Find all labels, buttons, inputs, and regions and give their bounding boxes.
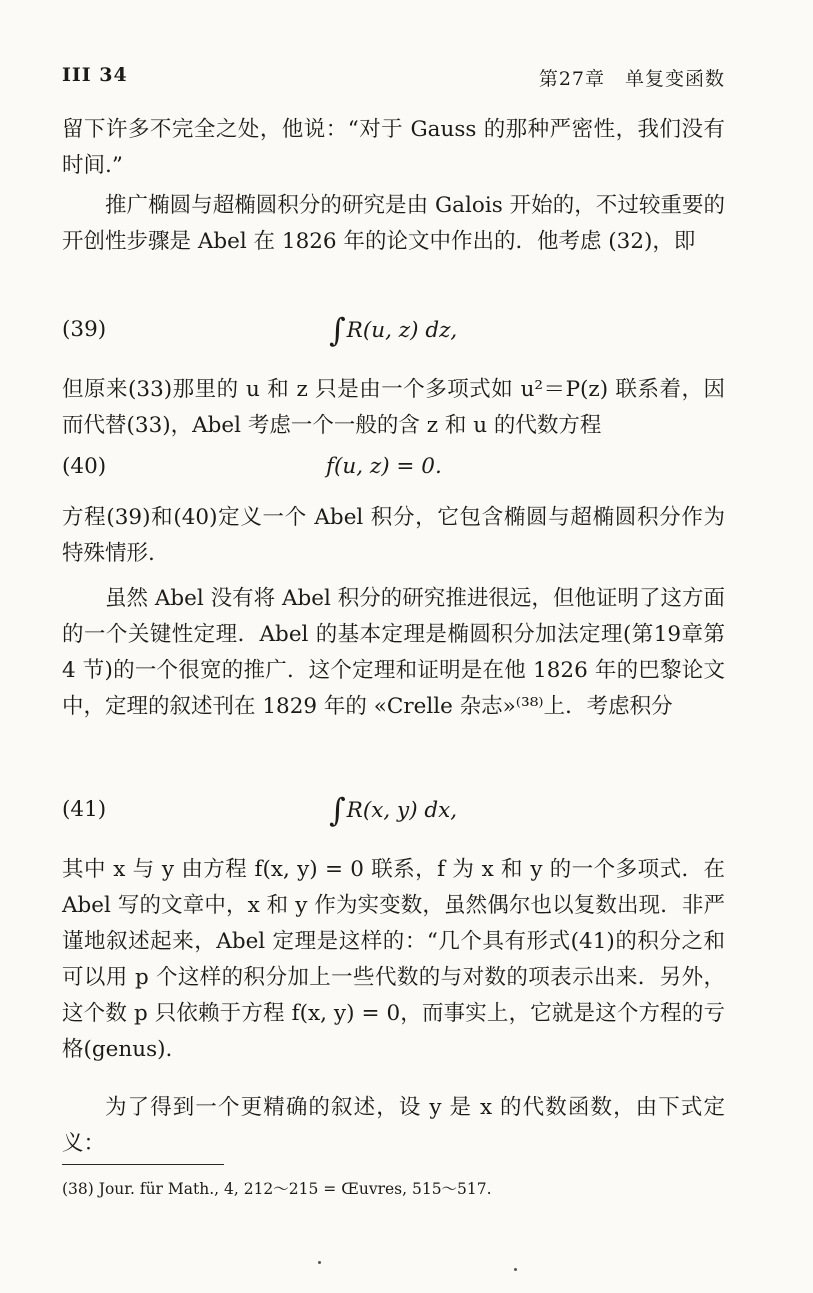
running-header <box>62 64 725 94</box>
equation-number: (41) <box>62 797 107 822</box>
page-number: III 34 <box>62 64 128 86</box>
equation-41 <box>62 790 725 830</box>
paragraph-5: 虽然 Abel 没有将 Abel 积分的研究推进很远，但他证明了这方面的一个关键性定理．Abel 的基本定理是椭圆积分加法定理(第19章第 4 节)的一个很宽的推广．这个定理和证明是在他 1826 年的巴黎论文中，定理的叙述刊在 1829 年的 «Crelle 杂志»⁽³⁸⁾上．考虑积分 <box>62 586 725 719</box>
equation-39 <box>62 310 725 350</box>
integral-sign-icon: ∫ <box>329 791 346 829</box>
equation-expression: f(u, z) = 0. <box>326 454 442 479</box>
integrand: R(u, z) dz, <box>346 318 458 343</box>
paragraph-3: 但原来(33)那里的 u 和 z 只是由一个多项式如 u²＝P(z) 联系着，因而代替(33)，Abel 考虑一个一般的含 z 和 u 的代数方程 <box>62 377 725 438</box>
integral-sign-icon: ∫ <box>329 311 346 349</box>
equation-number: (39) <box>62 317 107 342</box>
footnote-38: (38) Jour. für Math., 4, 212～215 = Œuvres, 515～517. <box>62 1180 492 1198</box>
paragraph-4: 方程(39)和(40)定义一个 Abel 积分，它包含椭圆与超椭圆积分作为特殊情形. <box>62 505 725 566</box>
print-speck <box>514 1268 517 1271</box>
paragraph-2: 推广椭圆与超椭圆积分的研究是由 Galois 开始的，不过较重要的开创性步骤是 Abel 在 1826 年的论文中作出的．他考虑 (32)，即 <box>62 193 725 254</box>
integrand: R(x, y) dx, <box>346 798 458 823</box>
paragraph-7: 为了得到一个更精确的叙述，设 y 是 x 的代数函数，由下式定义： <box>62 1095 725 1156</box>
paragraph-6: 其中 x 与 y 由方程 f(x, y) = 0 联系，f 为 x 和 y 的一个多项式．在 Abel 写的文章中，x 和 y 作为实变数，虽然偶尔也以复数出现．非严谨地叙述起来，Abel 定理是这样的：“几个具有形式(41)的积分之和可以用 p 个这样的积分加上一些代数的与对数的项表示出来．另外，这个数 p 只依赖于方程 f(x, y) = 0，而事实上，它就是这个方程的亏格(genus). <box>62 857 725 1062</box>
equation-expression <box>329 310 457 351</box>
chapter-title: 第27章 单复变函数 <box>538 68 725 90</box>
equation-number: (40) <box>62 454 107 479</box>
equation-40 <box>62 447 725 487</box>
paragraph-1: 留下许多不完全之处，他说：“对于 Gauss 的那种严密性，我们没有时间.” <box>62 117 725 178</box>
equation-expression <box>329 790 457 831</box>
footnote-divider <box>62 1164 224 1165</box>
print-speck <box>318 1261 321 1264</box>
